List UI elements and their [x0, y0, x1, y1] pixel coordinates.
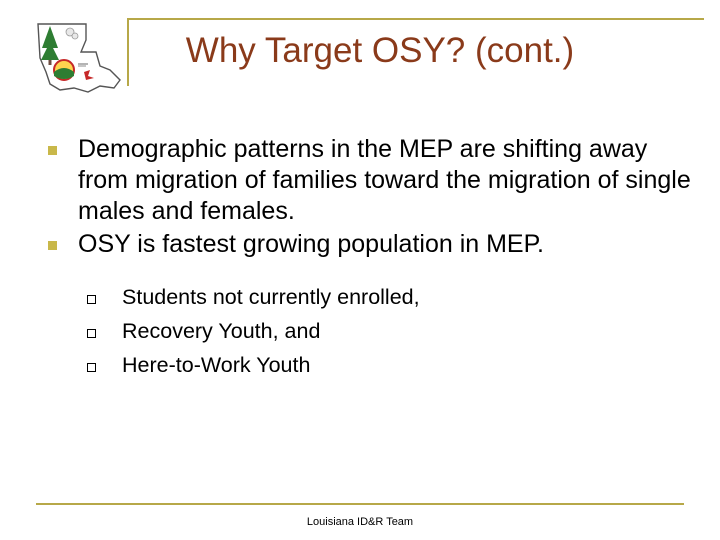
sub-bullet-text: Here-to-Work Youth: [122, 353, 311, 377]
slide-title: Why Target OSY? (cont.): [185, 31, 575, 70]
louisiana-state-logo: [30, 18, 130, 100]
bullet-item: [44, 134, 694, 227]
sub-bullet-item: [84, 314, 644, 348]
slide-footer: Louisiana ID&R Team: [306, 516, 414, 528]
footer-divider-line: [36, 503, 684, 505]
bullet-list: [44, 134, 694, 262]
sub-bullet-item: [84, 348, 644, 382]
sub-bullet-item: [84, 280, 644, 314]
bullet-text: OSY is fastest growing population in MEP.: [78, 230, 545, 258]
sub-bullet-list: [84, 280, 644, 382]
square-bullet-icon: [48, 241, 57, 250]
sub-bullet-text: Recovery Youth, and: [122, 319, 321, 343]
square-bullet-icon: [48, 146, 57, 155]
hollow-square-bullet-icon: [87, 363, 96, 372]
hollow-square-bullet-icon: [87, 295, 96, 304]
title-frame-horizontal-line: [127, 18, 704, 20]
hollow-square-bullet-icon: [87, 329, 96, 338]
sub-bullet-text: Students not currently enrolled,: [122, 285, 420, 309]
bullet-item: [44, 229, 694, 260]
bullet-text: Demographic patterns in the MEP are shifting away from migration of families toward the migration of single males and females.: [78, 135, 691, 225]
